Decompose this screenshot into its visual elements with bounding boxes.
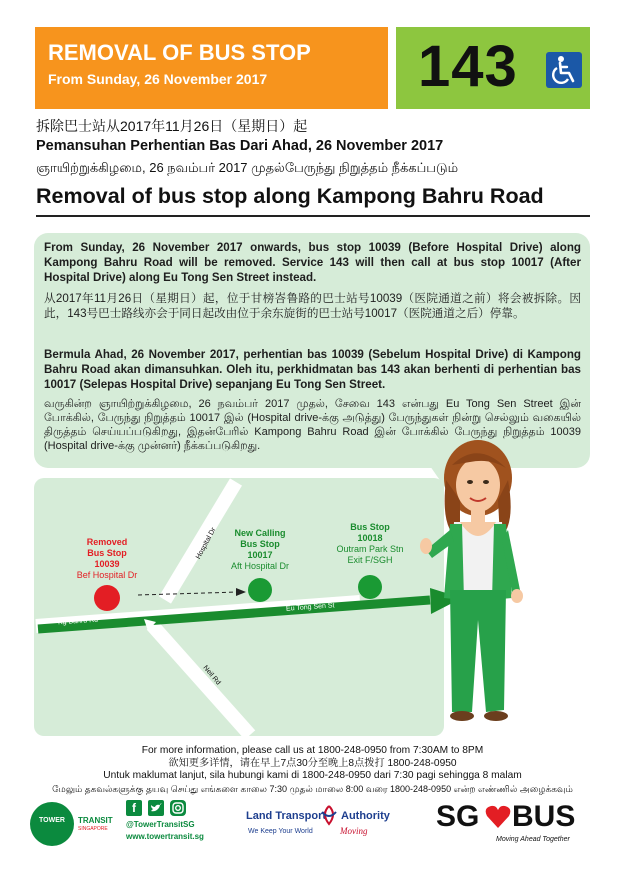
- notice-date: From Sunday, 26 November 2017: [48, 71, 268, 87]
- instagram-icon[interactable]: [170, 800, 186, 816]
- new-stop-line1: New Calling: [234, 528, 286, 538]
- diversion-dashed-line: [138, 592, 238, 595]
- guide-illustration: [420, 430, 560, 730]
- notice-tamil: வருகின்ற ஞாயிற்றுக்கிழமை, 26 நவம்பர் 2017 முதல், சேவை 143 என்பது Eu Tong Sen Street இன் போக்கில், பேருந்து நிறுத்தம் 10017 இல் (Hospital drive-க்கு அடுத்து) பேருந்துகள் நின்று செல்லும் வகையில் திருத்தம் செய்யப்படுகிறது, இதன்பேரில் Kampong Bahru Road இன் போக்கில் பேருந்து நிறுத்தம் 10039 (Hospital drive-க்கு முன்னர்) நீக்கப்படுகிறது.: [44, 398, 581, 452]
- contact-chinese: 欲知更多详情，请在早上7点30分至晚上8点拨打 1800-248-0950: [168, 757, 457, 769]
- label-neil-rd: Neil Rd: [201, 664, 222, 687]
- tower-transit-line3: SINGAPORE: [78, 826, 108, 832]
- removed-stop-name: Bef Hospital Dr: [76, 570, 138, 580]
- facebook-icon[interactable]: f: [126, 800, 142, 816]
- sgbus-logo-left: SG: [436, 800, 480, 833]
- new-stop-name: Aft Hospital Dr: [230, 561, 290, 571]
- sgbus-logo-right: BUS: [512, 800, 576, 833]
- lta-tagline: We Keep Your World: [248, 828, 313, 835]
- notice-malay: Bermula Ahad, 26 November 2017, perhentian bas 10039 (Sebelum Hospital Drive) di Kampong Bahru Road akan dimansuhkan. Oleh itu, perkhidmatan bas 143 akan berhenti di perhentian bas 10017 (Selepas Hospital Drive) sepanjang Eu Tong Sen Street.: [44, 348, 581, 391]
- new-stop-line2: Bus Stop: [240, 539, 280, 549]
- lta-name-2: Authority: [341, 810, 390, 822]
- new-stop-label: [212, 528, 308, 572]
- title-english: Removal of bus stop along Kampong Bahru Road: [36, 184, 544, 208]
- footer-logos: [0, 790, 625, 850]
- next-stop-marker: [358, 575, 382, 599]
- removed-stop-marker: [94, 585, 120, 611]
- notice-english: From Sunday, 26 November 2017 onwards, bus stop 10039 (Before Hospital Drive) along Kampong Bahru Road will be removed. Service 143 will then call at bus stop 10017 (After Hospital Drive) along Eu Tong Sen Street instead.: [44, 241, 581, 284]
- tower-transit-line1: TOWER: [39, 817, 65, 824]
- tower-transit-line2: TRANSIT: [78, 816, 113, 825]
- title-malay: Pemansuhan Perhentian Bas Dari Ahad, 26 November 2017: [36, 138, 444, 154]
- notice-chinese: 从2017年11月26日（星期日）起，位于甘榜峇鲁路的巴士站号10039（医院通道之前）将会被拆除。因此，143号巴士路线亦会于同日起改由位于余东旋街的巴士站号10017（医院通道之后）停靠。: [44, 292, 581, 320]
- lta-name-1: Land Transport: [246, 810, 327, 822]
- next-stop-code: 10018: [357, 533, 383, 543]
- contact-english: For more information, please call us at 1800-248-0950 from 7:30AM to 8PM: [141, 745, 484, 756]
- label-eu-tong-sen-st: Eu Tong Sen St: [285, 602, 335, 613]
- next-stop-name: Outram Park Stn: [336, 544, 404, 554]
- website-link[interactable]: www.towertransit.sg: [126, 832, 204, 841]
- removed-stop-code: 10039: [94, 559, 120, 569]
- lta-logo-icon: [319, 804, 339, 826]
- title-chinese: 拆除巴士站从2017年11月26日（星期日）起: [36, 118, 308, 134]
- label-hospital-dr: Hospital Dr: [195, 526, 218, 561]
- heart-icon: [484, 804, 512, 830]
- contact-tamil: மேலும் தகவல்களுக்கு தயவு செய்து எங்களை காலை 7:30 முதல் மாலை 8:00 வரை 1800-248-0950 என்ற எண்ணில் அழைக்கவும்: [52, 783, 573, 794]
- next-stop-exit: Exit F/SGH: [347, 555, 393, 565]
- next-stop-line1: Bus Stop: [350, 522, 390, 532]
- removed-stop-label: [62, 537, 152, 581]
- new-stop-code: 10017: [247, 550, 273, 560]
- new-stop-marker: [248, 578, 272, 602]
- title-tamil: ஞாயிற்றுக்கிழமை, 26 நவம்பர் 2017 முதல்பேருந்து நிறுத்தம் நீக்கப்படும்: [36, 160, 459, 175]
- contact-malay: Untuk maklumat lanjut, sila hubungi kami di 1800-248-0950 dari 7:30 pagi sehingga 8 malam: [103, 770, 522, 782]
- twitter-icon[interactable]: [148, 800, 164, 816]
- lta-tagline-moving: Moving: [340, 826, 368, 836]
- label-kg-bahru-rd: Kg Bahru Rd: [57, 616, 99, 627]
- contact-info: [0, 745, 625, 795]
- service-number: 143: [418, 34, 518, 99]
- sgbus-tagline: Moving Ahead Together: [496, 836, 570, 843]
- notice-title: REMOVAL OF BUS STOP: [48, 40, 311, 65]
- removed-stop-line2: Bus Stop: [87, 548, 127, 558]
- next-stop-label: [322, 522, 418, 566]
- removed-stop-line1: Removed: [86, 537, 128, 547]
- social-handle[interactable]: @TowerTransitSG: [126, 820, 195, 829]
